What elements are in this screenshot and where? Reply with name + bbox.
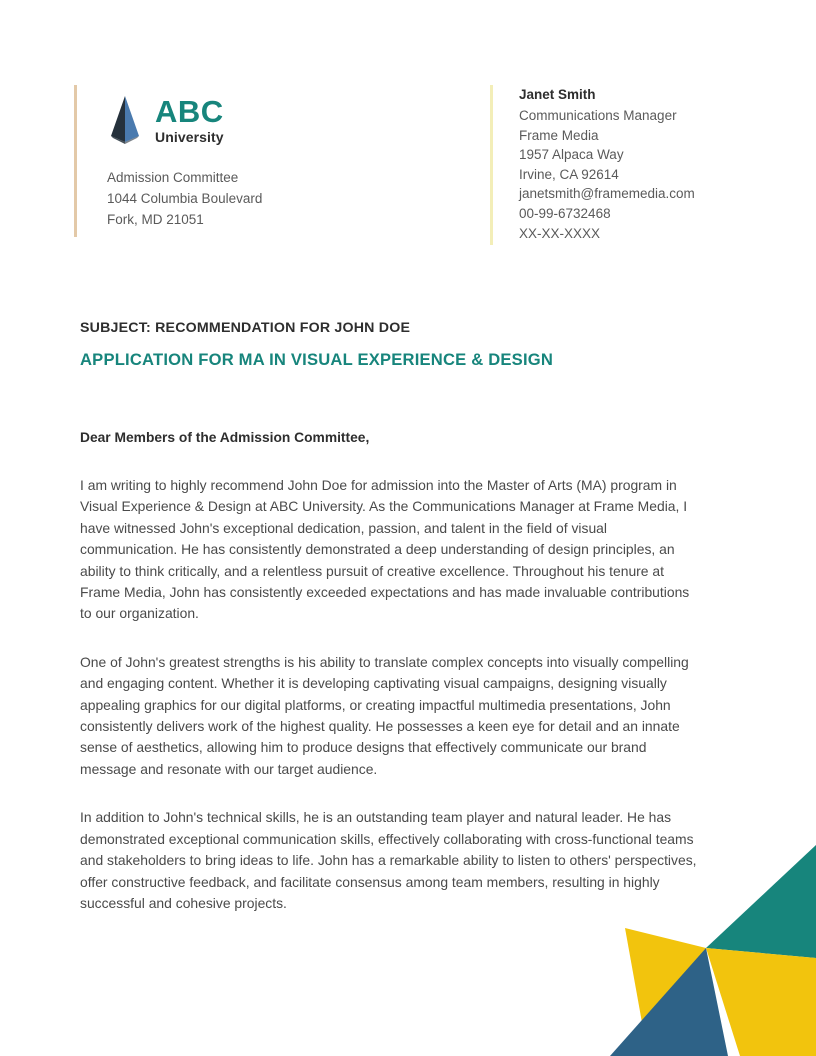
recipient-line: 1957 Alpaca Way xyxy=(519,147,624,163)
blue-triangle xyxy=(610,948,728,1056)
body-paragraph: I am writing to highly recommend John Doe for admission into the Master of Arts (MA) program in Visual Experience & Design at ABC University. As the Communications Manager at Frame Media, I have witnessed John's exceptional dedication, passion, and talent in the field of visual communication. He has consistently demonstrated a deep understanding of design principles, an ability to think critically, and a relentless pursuit of creative excellence. Throughout his tenure at Frame Media, John has consistently exceeded expectations and has made invaluable contributions to our organization. xyxy=(80,477,690,622)
yellow-left-triangle xyxy=(625,928,706,1056)
logo-wordmark xyxy=(155,96,224,144)
salutation: Dear Members of the Admission Committee, xyxy=(80,430,370,445)
yellow-right-triangle xyxy=(706,948,816,1056)
body-paragraph: One of John's greatest strengths is his ability to translate complex concepts into visually compelling and engaging content. Whether it is developing captivating visual campaigns, designing visually appealing graphics for our digital platforms, or creating impactful multimedia presentations, John consistently delivers work of the highest quality. He possesses a keen eye for detail and an innate sense of aesthetics, allowing him to produce designs that effectively communicate our brand message and resonate with our target audience. xyxy=(80,653,689,777)
logo-brand-secondary: University xyxy=(155,129,224,145)
recipient-block xyxy=(490,85,742,245)
logo-brand-primary: ABC xyxy=(155,94,224,129)
sender-address xyxy=(107,167,262,230)
recipient-phone: 00-99-6732468 xyxy=(519,205,611,221)
university-logo xyxy=(107,95,262,145)
sender-address-line: 1044 Columbia Boulevard xyxy=(107,191,263,206)
letter-body xyxy=(80,430,702,941)
recipient-alt-number: XX-XX-XXXX xyxy=(519,225,601,241)
recipient-line: Irvine, CA 92614 xyxy=(519,166,619,182)
application-heading: APPLICATION FOR MA IN VISUAL EXPERIENCE & DESIGN xyxy=(80,350,554,369)
letterhead xyxy=(74,85,742,245)
recipient-email: janetsmith@framemedia.com xyxy=(519,186,695,202)
body-paragraph: In addition to John's technical skills, he is an outstanding team player and natural leader. He has demonstrated exceptional communication skills, effectively collaborating with cross-functional teams and stakeholders to bring ideas to life. John has a remarkable ability to listen to others' perspectives, offer constructive feedback, and facilitate consensus among team members, resulting in highly successful and cohesive projects. xyxy=(80,809,697,911)
subject-heading: SUBJECT: RECOMMENDATION FOR JOHN DOE xyxy=(80,320,411,336)
teal-triangle xyxy=(706,845,816,958)
subject-section xyxy=(80,320,720,370)
sender-address-line: Admission Committee xyxy=(107,170,239,185)
recipient-line: Frame Media xyxy=(519,127,599,143)
sender-block xyxy=(74,85,262,237)
recipient-name: Janet Smith xyxy=(519,87,596,102)
sender-address-line: Fork, MD 21051 xyxy=(107,212,204,227)
abc-university-pyramid-logo-icon xyxy=(107,95,143,145)
recipient-line: Communications Manager xyxy=(519,108,677,123)
